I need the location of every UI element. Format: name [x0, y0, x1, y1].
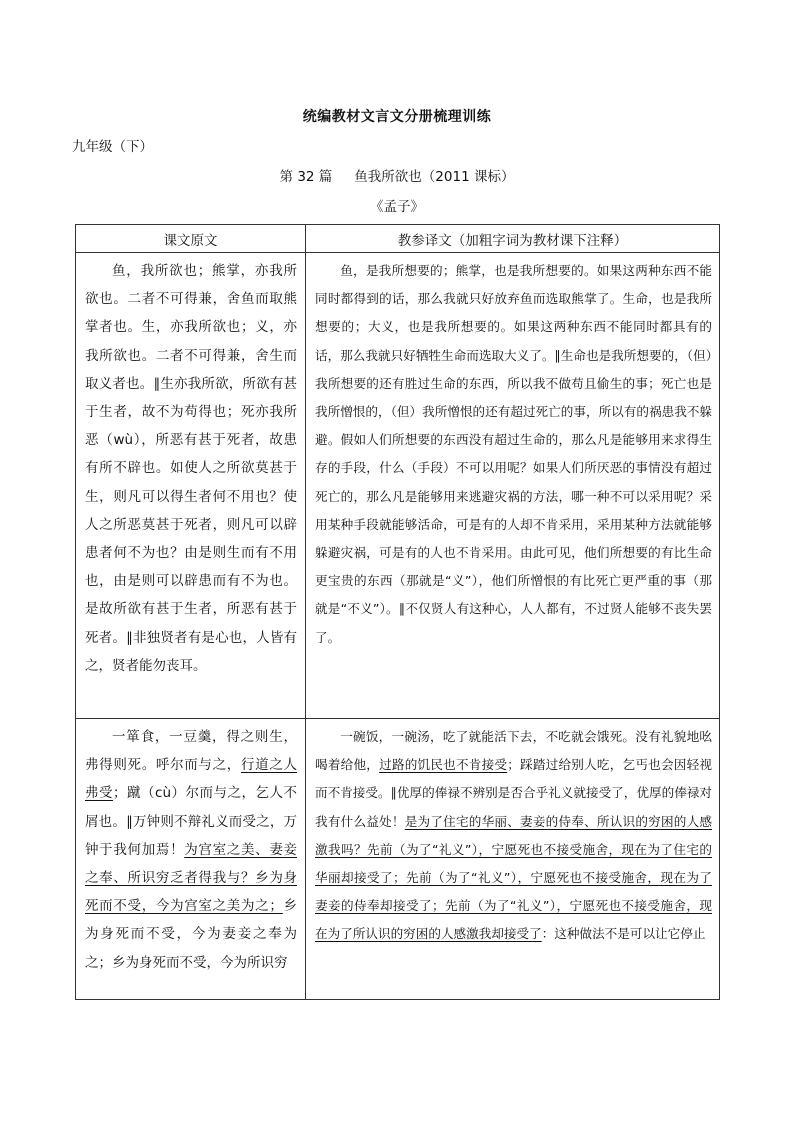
underlined-phrase: 过路的饥民也不肯接受 [379, 757, 508, 773]
translation-cell [306, 253, 720, 719]
translation-text [306, 719, 719, 949]
table-row [76, 719, 720, 1000]
document-title: 统编教材文言文分册梳理训练 [302, 109, 492, 125]
translation-cell [306, 719, 720, 1000]
translation-text-segment: ；踩踏过给别人吃，乞丐也会因轻视而不肯接受。∥优厚的俸禄不辨别是否合乎礼义就接受了，优厚的俸禄对我有什么益处！ [315, 757, 713, 829]
author-label: 《孟子》 [370, 199, 424, 215]
header-translation: 教参译文（加粗字词为教材课下注释） [306, 225, 720, 253]
original-cell [76, 253, 306, 719]
original-text: 鱼，我所欲也；熊掌，亦我所欲也。二者不可得兼，舍鱼而取熊掌者也。生，亦我所欲也；义，亦我所欲也。二者不可得兼，舍生而取义者也。∥生亦我所欲，所欲有甚于生者，故不为苟得也；死亦我所恶（wù），所恶有甚于死者，故患有所不辟也。如使人之所欲莫甚于生，则凡可以得生者何不用也？使人之所恶莫甚于死者，则凡可以辟患者何不为也？由是则生而有不用也，由是则可以辟患而有不为也。是故所欲有甚于生者，所恶有甚于死者。∥非独贤者有是心也，人皆有之，贤者能勿丧耳。 [85, 263, 297, 674]
original-text-segment: 一箪食，一豆羹，得之则生，弗得则死。呼尔而与之， [85, 729, 297, 774]
header-original: 课文原文 [76, 225, 306, 253]
table-header-row [76, 225, 720, 253]
grade-label: 九年级（下） [72, 139, 153, 155]
translation-text-segment: ：这种做法不是可以让它停止 [541, 926, 706, 942]
original-cell [76, 719, 306, 1000]
original-text-segment: 乡为身死而不受，今为妻妾之奉为之；乡为身死而不受，今为所识穷 [85, 898, 298, 971]
underlined-phrase: 为宫室之美、妻妾之奉、所识穷乏者得我与？乡为身死而不受，今为宫室之美为之； [85, 841, 297, 915]
underlined-phrase: 行道之人弗受 [85, 757, 298, 802]
original-text [76, 719, 305, 977]
original-text-segment: ；蹴（cù）尔而与之，乞人不屑也。∥万钟则不辩礼义而受之，万钟于我何加焉！ [85, 785, 298, 858]
table-row [76, 253, 720, 719]
chapter-number: 第 32 篇 [279, 169, 333, 185]
chapter-title: 鱼我所欲也（2011 课标） [354, 169, 515, 185]
translation-text: 鱼，是我所想要的；熊掌，也是我所想要的。如果这两种东西不能同时都得到的话，那么我就只好放弃鱼而选取熊掌了。生命，也是我所想要的；大义，也是我所想要的。如果这两种东西不能同时都具有的话，那么我就只好牺牲生命而选取大义了。∥生命也是我所想要的，（但）我所想要的还有胜过生命的东西，所以我不做苟且偷生的事；死亡也是我所憎恨的，（但）我所憎恨的还有超过死亡的事，所以有的祸患我不躲避。假如人们所想要的东西没有超过生命的，那么凡是能够用来求得生存的手段，什么（手段）不可以用呢？如果人们所厌恶的事情没有超过死亡的，那么凡是能够用来逃避灾祸的方法，哪一种不可以采用呢？采用某种手段就能够活命，可是有的人却不肯采用，采用某种方法就能够躲避灾祸，可是有的人也不肯采用。由此可见，他们所想要的有比生命更宝贵的东西（那就是“义”），他们所憎恨的有比死亡更严重的事（那就是“不义”）。∥不仅贤人有这种心，人人都有，不过贤人能够不丧失罢了。 [315, 263, 712, 645]
underlined-phrase: 是为了住宅的华丽、妻妾的侍奉、所认识的穷困的人感激我吗？先前（为了“礼义”），宁愿死也不接受施舍，现在为了住宅的华丽却接受了；先前（为了“礼义”），宁愿死也不接受施舍，现在为了妻妾的侍奉却接受了；先前（为了“礼义”），宁愿死也不接受施舍，现在为了所认识的穷困的人感激我却接受了 [315, 813, 713, 942]
text-translation-table [75, 224, 720, 1000]
chapter-heading [0, 165, 794, 185]
translation-text-segment: 一碗饭，一碗汤，吃了就能活下去，不吃就会饿死。没有礼貌地吆喝着给他， [315, 729, 712, 773]
